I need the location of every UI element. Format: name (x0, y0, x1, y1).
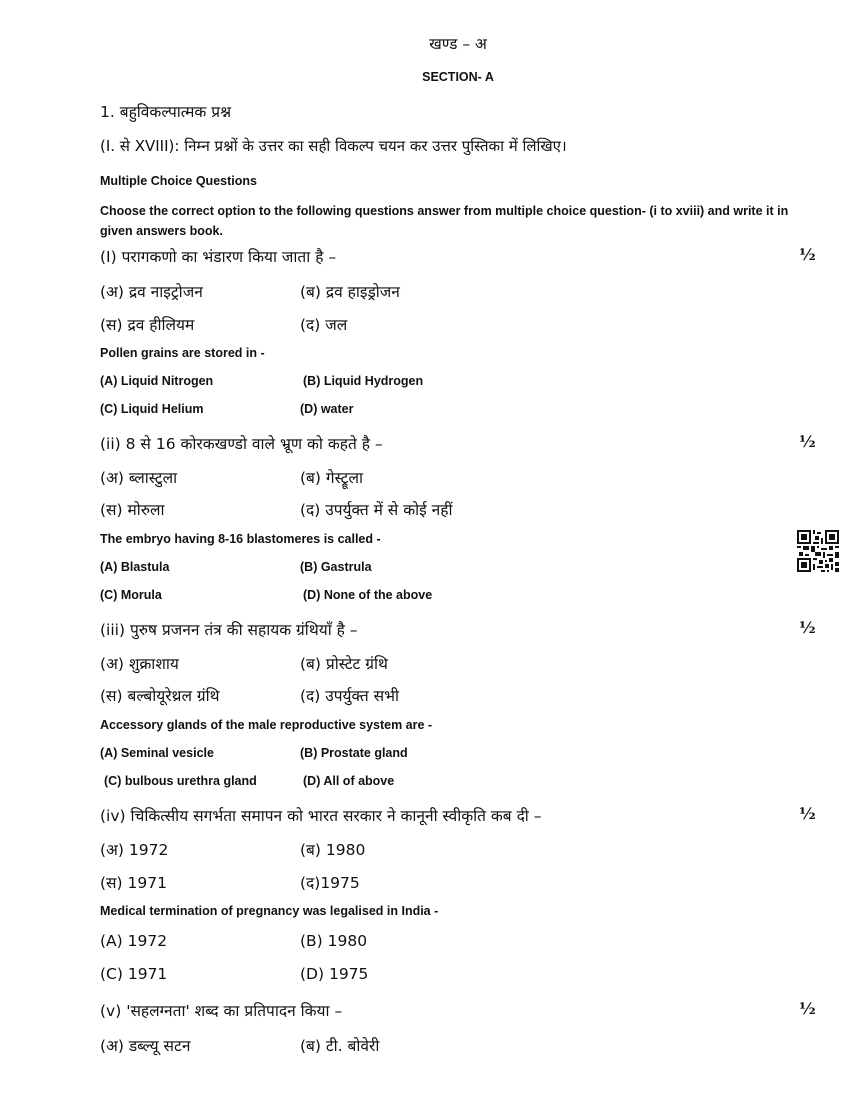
question-marks: ½ (799, 245, 816, 264)
question-text-hindi: (I) परागकणो का भंडारण किया जाता है – (100, 248, 337, 266)
qr-code-icon (797, 530, 839, 572)
section-title-english: SECTION- A (422, 70, 494, 84)
option-hindi: (ब) 1980 (300, 841, 366, 859)
question-text-english: Accessory glands of the male reproductive system are - (100, 718, 433, 732)
option-hindi: (अ) डब्ल्यू सटन (100, 1037, 191, 1055)
section-title-hindi: खण्ड – अ (429, 35, 487, 53)
question-marks: ½ (799, 432, 816, 451)
option-english: (D) water (300, 402, 354, 416)
question-text-hindi: (ii) 8 से 16 कोरकखण्डो वाले भ्रूण को कहते है – (100, 435, 383, 453)
option-english: (A) Liquid Nitrogen (100, 374, 214, 388)
mcq-heading: Multiple Choice Questions (100, 174, 257, 188)
option-english: (B) Prostate gland (300, 746, 408, 760)
option-hindi: (द) उपर्युक्त सभी (300, 687, 399, 705)
option-hindi: (अ) शुक्राशाय (100, 655, 179, 673)
option-hindi: (ब) प्रोस्टेट ग्रंथि (300, 655, 388, 673)
option-hindi: (द)1975 (300, 874, 360, 892)
option-english: (B) Liquid Hydrogen (303, 374, 424, 388)
question-text-english: Medical termination of pregnancy was legalised in India - (100, 904, 439, 918)
option-english: (B) 1980 (300, 932, 368, 950)
option-hindi: (ब) द्रव हाइड्रोजन (300, 283, 400, 301)
question-marks: ½ (799, 618, 816, 637)
option-hindi: (द) जल (300, 316, 348, 334)
question-text-english: The embryo having 8-16 blastomeres is called - (100, 532, 381, 546)
option-english: (B) Gastrula (300, 560, 372, 574)
question-1-heading: 1. बहुविकल्पात्मक प्रश्न (100, 103, 232, 121)
option-english: (D) 1975 (300, 965, 369, 983)
question-text-english: Pollen grains are stored in - (100, 346, 265, 360)
option-english: (C) Morula (100, 588, 162, 602)
option-hindi: (अ) 1972 (100, 841, 169, 859)
hindi-instruction: (I. से XVIII): निम्न प्रश्नों के उत्तर का सही विकल्प चयन कर उत्तर पुस्तिका में लिखिए। (100, 137, 567, 155)
question-text-hindi: (iii) पुरुष प्रजनन तंत्र की सहायक ग्रंथियाँ है – (100, 621, 358, 639)
option-hindi: (स) बल्बोयूरेथ्रल ग्रंथि (100, 687, 220, 705)
option-english: (C) bulbous urethra gland (104, 774, 257, 788)
option-english: (A) 1972 (100, 932, 168, 950)
question-marks: ½ (799, 804, 816, 823)
option-english: (D) None of the above (303, 588, 433, 602)
option-hindi: (ब) टी. बोवेरी (300, 1037, 380, 1055)
option-hindi: (स) द्रव हीलियम (100, 316, 195, 334)
option-hindi: (ब) गेस्ट्रूला (300, 469, 363, 487)
option-english: (C) Liquid Helium (100, 402, 204, 416)
question-text-hindi: (v) 'सहलग्नता' शब्द का प्रतिपादन किया – (100, 1002, 343, 1020)
option-hindi: (स) 1971 (100, 874, 167, 892)
option-english: (C) 1971 (100, 965, 168, 983)
option-hindi: (स) मोरुला (100, 501, 165, 519)
option-english: (D) All of above (303, 774, 395, 788)
option-english: (A) Blastula (100, 560, 170, 574)
option-hindi: (अ) ब्लास्टुला (100, 469, 178, 487)
option-hindi: (द) उपर्युक्त में से कोई नहीं (300, 501, 453, 519)
question-marks: ½ (799, 999, 816, 1018)
english-instruction: Choose the correct option to the following questions answer from multiple choice question- (i to xviii) and write it in given answers book. (100, 204, 789, 238)
question-text-hindi: (iv) चिकित्सीय सगर्भता समापन को भारत सरकार ने कानूनी स्वीकृति कब दी – (100, 807, 542, 825)
option-english: (A) Seminal vesicle (100, 746, 214, 760)
option-hindi: (अ) द्रव नाइट्रोजन (100, 283, 203, 301)
